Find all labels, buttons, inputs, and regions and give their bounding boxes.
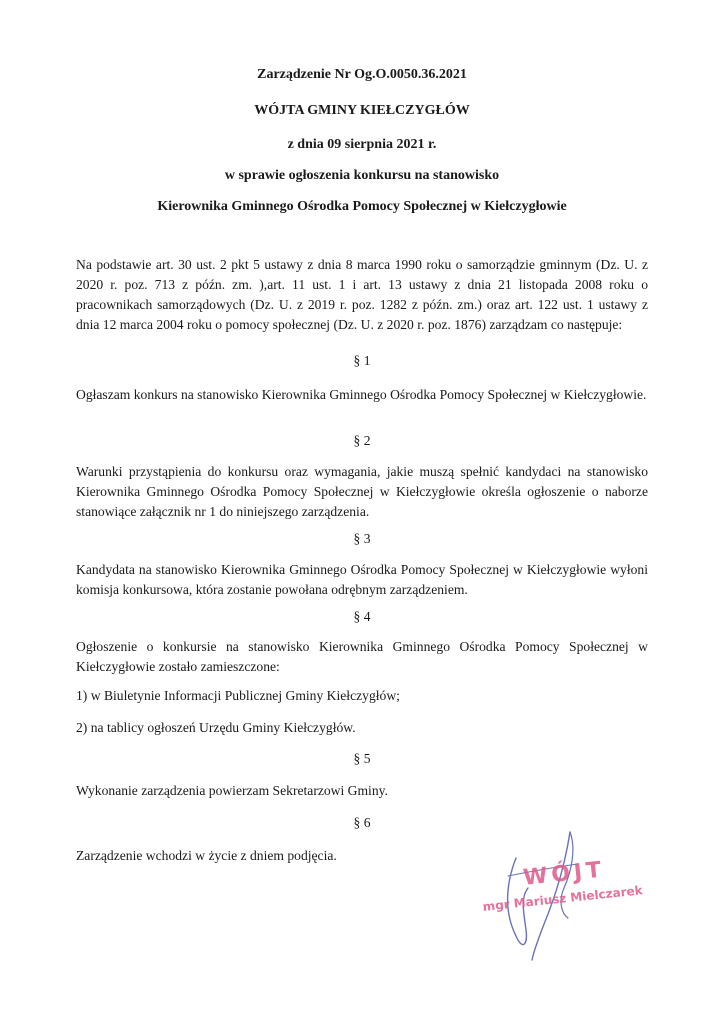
section-5-text: Wykonanie zarządzenia powierzam Sekretarzowi Gminy. — [76, 783, 388, 798]
section-3-mark: § 3 — [353, 531, 371, 546]
section-2-text: Warunki przystąpienia do konkursu oraz wymagania, jakie muszą spełnić kandydaci na stanowisko Kierownika Gminnego Ośrodka Pomocy Społecznej w Kiełczygłowie określa ogłoszenie o naborze stanowiące załącznik nr 1 do niniejszego zarządzenia. — [76, 464, 648, 519]
ordinance-number: Zarządzenie Nr Og.O.0050.36.2021 — [257, 67, 467, 82]
ordinance-subject: w sprawie ogłoszenia konkursu na stanowisko — [224, 168, 500, 183]
section-4-item-2: 2) na tablicy ogłoszeń Urzędu Gminy Kiełczygłów. — [76, 720, 356, 735]
ordinance-date: z dnia 09 sierpnia 2021 r. — [287, 137, 437, 152]
section-4-text: Ogłoszenie o konkursie na stanowisko Kierownika Gminnego Ośrodka Pomocy Społecznej w Kiełczygłowie zostało zamieszczone: — [76, 639, 648, 674]
section-6-text: Zarządzenie wchodzi w życie z dniem podjęcia. — [76, 848, 337, 863]
stamp-name: mgr Mariusz Mielczarek — [482, 883, 644, 914]
legal-basis-paragraph: Na podstawie art. 30 ust. 2 pkt 5 ustawy z dnia 8 marca 1990 roku o samorządzie gminnym (Dz. U. z 2020 r. poz. 713 z późn. zm. ),art. 11 ust. 1 i art. 13 ustawy z dnia 21 listopada 2008 roku o pracownikach samorządowych (Dz. U. z 2019 r. poz. 1282 z późn. zm.) oraz art. 122 ust. 1 ustawy z dnia 12 marca 2004 roku o pomocy społecznej (Dz. U. z 2020 r. poz. 1876) zarządzam co następuje: — [76, 257, 648, 332]
official-stamp — [478, 818, 644, 968]
section-1-mark: § 1 — [353, 353, 371, 368]
stamp-title: WÓJT — [522, 857, 607, 891]
issuer-title: WÓJTA GMINY KIEŁCZYGŁÓW — [254, 103, 470, 118]
section-4-mark: § 4 — [353, 609, 371, 624]
section-4-item-1: 1) w Biuletynie Informacji Publicznej Gminy Kiełczygłów; — [76, 688, 400, 703]
section-6-mark: § 6 — [353, 815, 371, 830]
section-1-text: Ogłaszam konkurs na stanowisko Kierownika Gminnego Ośrodka Pomocy Społecznej w Kiełczygłowie. — [76, 387, 647, 402]
ordinance-position: Kierownika Gminnego Ośrodka Pomocy Społecznej w Kiełczygłowie — [157, 199, 567, 214]
section-5-mark: § 5 — [353, 751, 371, 766]
section-3-text: Kandydata na stanowisko Kierownika Gminnego Ośrodka Pomocy Społecznej w Kiełczygłowie wyłoni komisja konkursowa, która zostanie powołana odrębnym zarządzeniem. — [76, 562, 648, 597]
section-2-mark: § 2 — [353, 433, 371, 448]
